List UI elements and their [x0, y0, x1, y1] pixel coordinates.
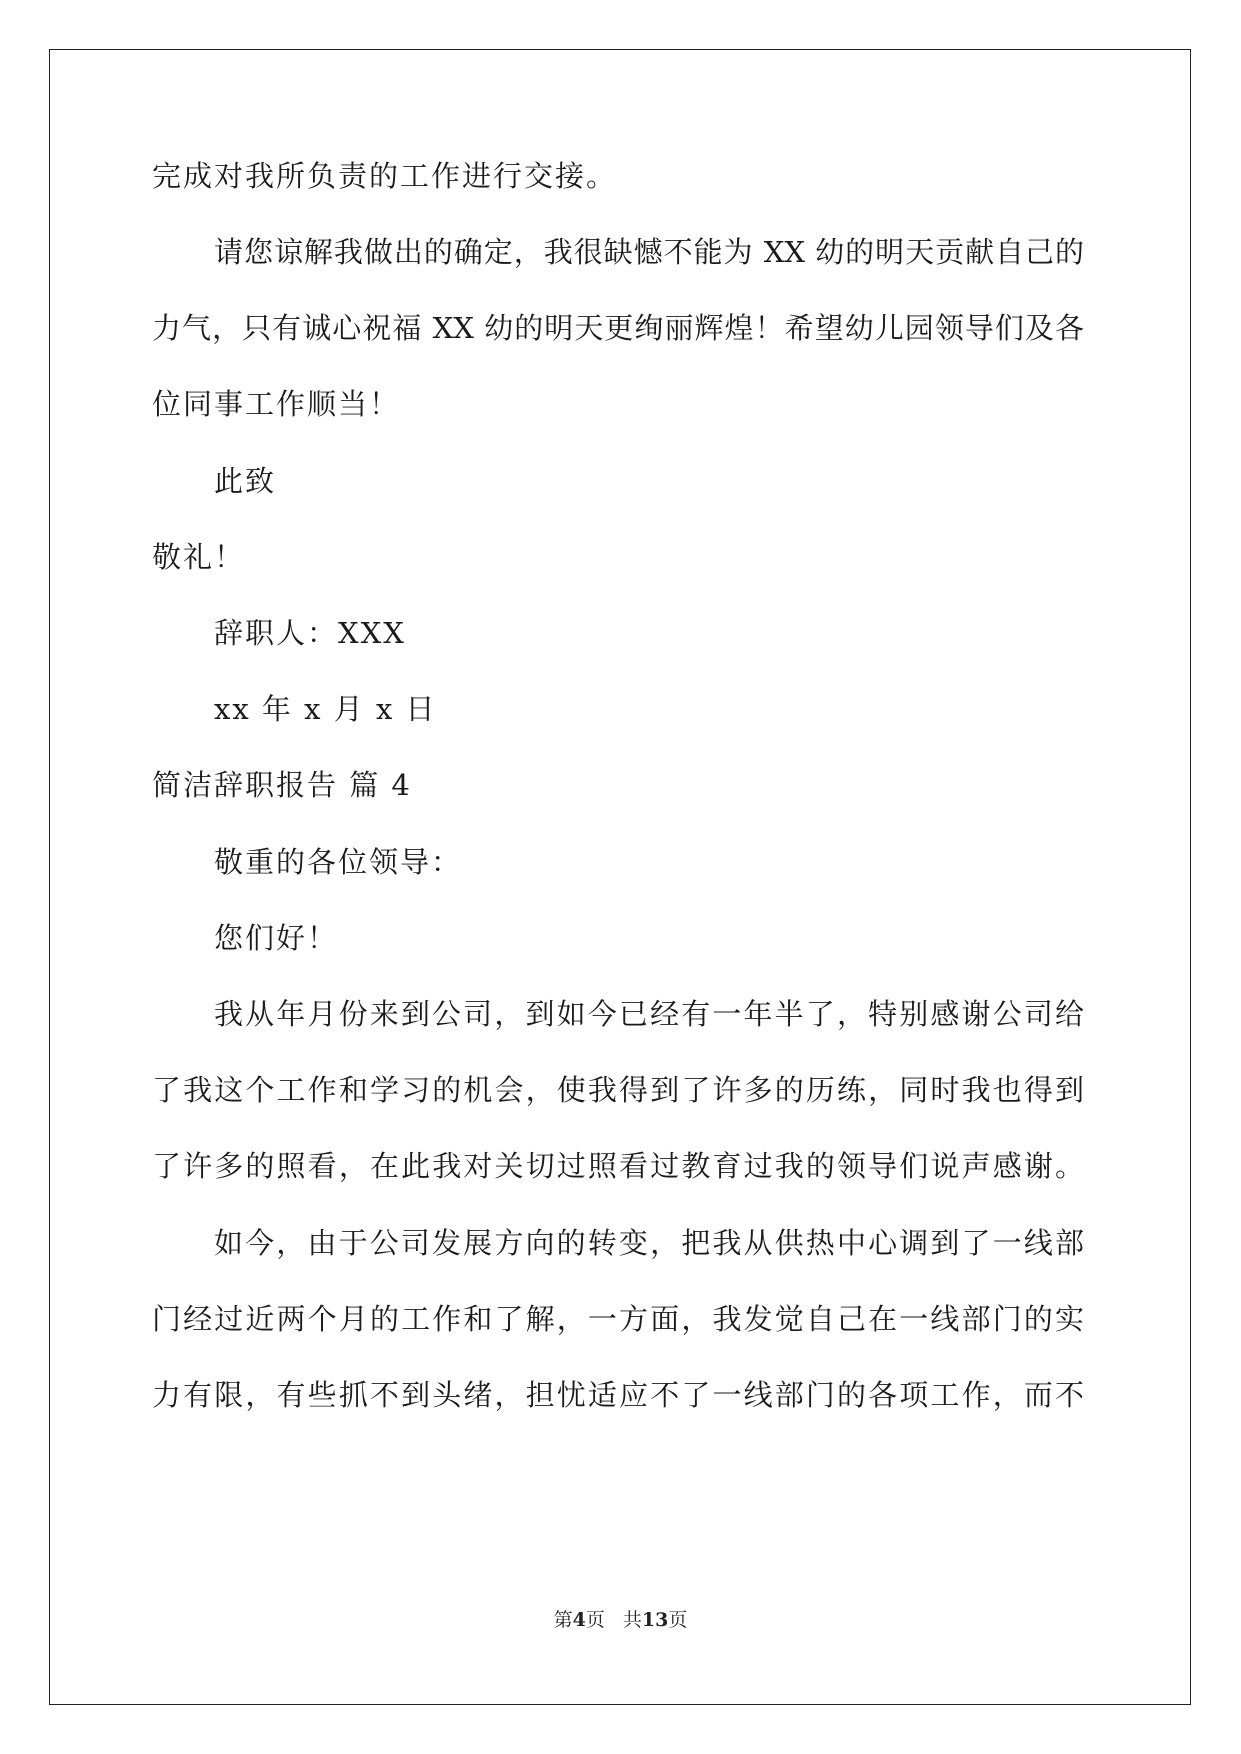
closing-salutation: 此致	[214, 464, 277, 498]
footer-total-suffix: 页	[668, 1609, 688, 1631]
body-line: 力有限，有些抓不到头绪，担忧适应不了一线部门的各项工作，而不	[152, 1378, 1084, 1412]
signature-line: 辞职人：XXX	[214, 616, 406, 650]
greeting-line: 敬重的各位领导：	[214, 845, 463, 879]
page-footer	[0, 1607, 1241, 1633]
body-line: 了许多的照看，在此我对关切过照看过教育过我的领导们说声感谢。	[152, 1149, 1084, 1183]
body-line: 如今，由于公司发展方向的转变，把我从供热中心调到了一线部	[214, 1226, 1084, 1260]
body-line: 完成对我所负责的工作进行交接。	[152, 159, 618, 193]
body-line: 请您谅解我做出的确定，我很缺憾不能为 XX 幼的明天贡献自己的	[214, 235, 1084, 269]
footer-page-suffix: 页	[585, 1609, 605, 1631]
section-heading: 简洁辞职报告 篇 4	[152, 768, 412, 802]
body-line: 力气，只有诚心祝福 XX 幼的明天更绚丽辉煌！希望幼儿园领导们及各	[152, 311, 1084, 345]
body-line: 了我这个工作和学习的机会，使我得到了许多的历练，同时我也得到	[152, 1073, 1084, 1107]
footer-total-prefix: 共	[622, 1609, 642, 1631]
body-line: 我从年月份来到公司，到如今已经有一年半了，特别感谢公司给	[214, 997, 1084, 1031]
closing-regards: 敬礼！	[152, 540, 246, 574]
date-line: xx 年 x 月 x 日	[214, 692, 437, 726]
body-line: 门经过近两个月的工作和了解，一方面，我发觉自己在一线部门的实	[152, 1302, 1084, 1336]
footer-page-number: 4	[572, 1609, 586, 1631]
greeting-line: 您们好！	[214, 921, 339, 955]
footer-total-pages: 13	[641, 1609, 669, 1631]
footer-page-prefix: 第	[553, 1609, 573, 1631]
body-line: 位同事工作顺当！	[152, 387, 401, 421]
